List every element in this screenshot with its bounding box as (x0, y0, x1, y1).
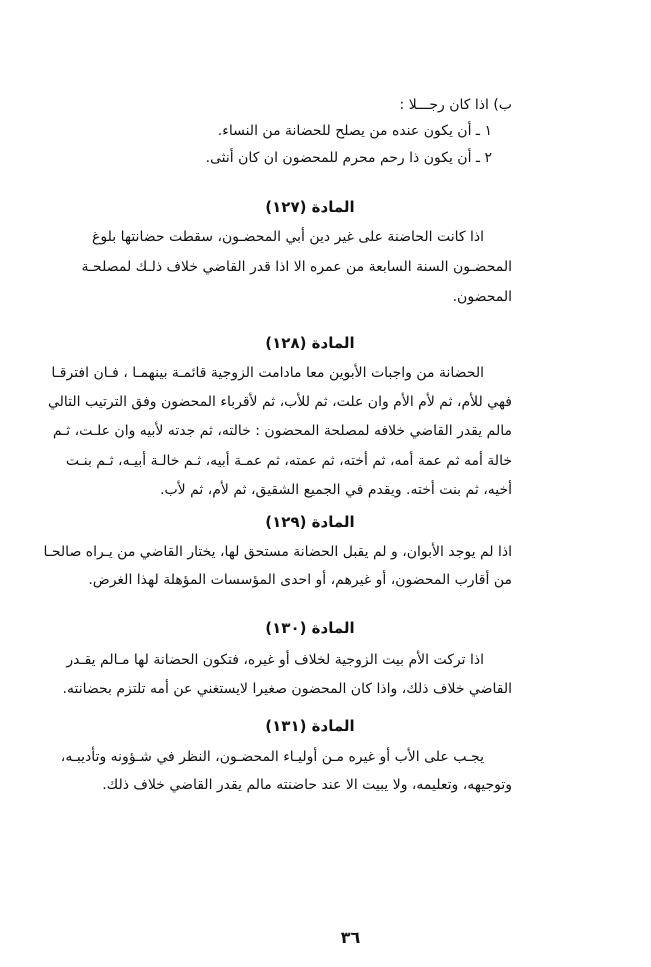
article-127-line: المحضون. (452, 289, 512, 305)
article-heading-129: المادة (١٢٩) (265, 513, 355, 531)
article-heading-130: المادة (١٣٠) (265, 619, 355, 637)
article-128-line: فهي للأم، ثم لأم الأم وان علت، ثم للأب، ثم لأقرباء المحضون وفق الترتيب التالي (47, 394, 512, 410)
article-130-line: القاضي خلاف ذلك، واذا كان المحضون صغيرا لايستغني عن أمه تلتزم بحضانته. (62, 681, 512, 697)
clause-item-1: ١ ـ أن يكون عنده من يصلح للحضانة من النساء. (217, 123, 492, 139)
article-130-line: اذا تركت الأم بيت الزوجية لخلاف أو غيره، فتكون الحضانة لها مـالم يقـدر (66, 652, 484, 668)
article-128-line: مالم يقدر القاضي خلافه لمصلحة المحضون : خالته، ثم جدته لأبيه وان علـت، ثـم (52, 423, 512, 439)
article-127-line: اذا كانت الحاضنة على غير دين أبي المحضـون، سقطت حضانتها بلوغ (92, 229, 484, 245)
article-129-line: من أقارب المحضون، أو غيرهم، أو احدى المؤسسات المؤهلة لهذا الغرض. (88, 572, 512, 588)
clause-b-line: ب) اذا كان رجـــلا : (399, 97, 512, 113)
article-128-line: خالة أمه ثم عمة أمه، ثم أخته، ثم عمته، ثم عمـة أبيه، ثـم خالـة أبيـه، ثـم بنـت (65, 453, 512, 469)
article-128-line: أخيه، ثم بنت أخته. ويقدم في الجميع الشقيق، ثم لأم، ثم لأب. (160, 482, 512, 498)
article-131-line: يجـب على الأب أو غيره مـن أوليـاء المحضـون، النظر في شـؤونه وتأديبـه، (60, 749, 484, 765)
article-127-line: المحضـون السنة السابعة من عمره الا اذا قدر القاضي خلاف ذلـك لمصلحـة (81, 259, 512, 275)
article-heading-128: المادة (١٢٨) (265, 334, 355, 352)
clause-item-2: ٢ ـ أن يكون ذا رحم محرم للمحضون ان كان أنثى. (205, 150, 492, 166)
article-131-line: وتوجيهه، وتعليمه، ولا يبيت الا عند حاضنته مالم يقدر القاضي خلاف ذلك. (102, 777, 512, 793)
article-129-line: اذا لم يوجد الأبوان، و لم يقبل الحضانة مستحق لها، يختار القاضي من يـراه صالحـا (43, 544, 512, 560)
article-128-line: الحضانة من واجبات الأبوين معا مادامت الزوجية قائمـة بينهمـا ، فـان افترقـا (51, 365, 484, 381)
page-number: ٣٦ (340, 928, 361, 947)
article-heading-127: المادة (١٢٧) (265, 198, 355, 216)
article-heading-131: المادة (١٣١) (265, 717, 355, 735)
